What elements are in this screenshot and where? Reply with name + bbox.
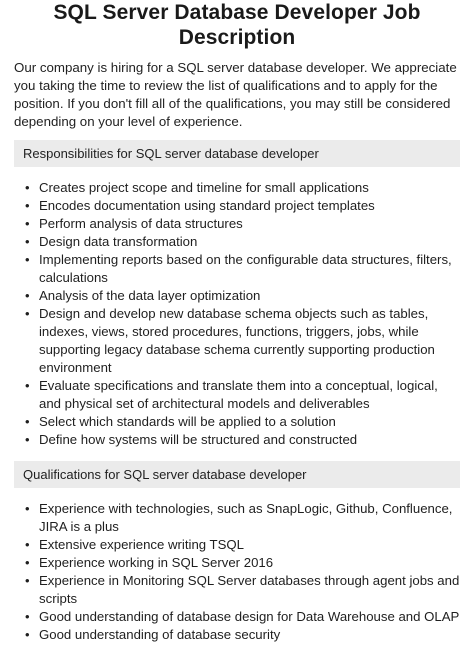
list-item: • Implementing reports based on the configurable data structures, filters, calculations <box>25 252 452 285</box>
bullet-icon: • <box>25 432 30 447</box>
bullet-icon: • <box>25 252 30 267</box>
bullet-icon: • <box>25 198 30 213</box>
bullet-icon: • <box>25 234 30 249</box>
list-item: • Experience in Monitoring SQL Server databases through agent jobs and scripts <box>25 573 460 606</box>
qualifications-list <box>14 500 460 644</box>
bullet-icon: • <box>25 573 30 588</box>
intro-paragraph: Our company is hiring for a SQL server database developer. We appreciate you taking the time to review the list of qualifications and to apply for the position. If you don't fill all of the qualifications, you may still be considered depending on your level of experience. <box>14 60 457 129</box>
bullet-icon: • <box>25 627 30 642</box>
list-item: • Good understanding of database security <box>25 627 281 642</box>
list-item: • Select which standards will be applied to a solution <box>25 414 336 429</box>
responsibilities-heading: Responsibilities for SQL server database developer <box>14 140 460 167</box>
list-item: • Evaluate specifications and translate them into a conceptual, logical, and physical set of architectural models and deliverables <box>25 378 438 411</box>
bullet-icon: • <box>25 414 30 429</box>
list-item: • Encodes documentation using standard project templates <box>25 198 375 213</box>
list-item: • Analysis of the data layer optimization <box>25 288 261 303</box>
bullet-icon: • <box>25 378 30 393</box>
list-item: • Experience working in SQL Server 2016 <box>25 555 274 570</box>
list-item: • Good understanding of database design for Data Warehouse and OLAP <box>25 609 460 624</box>
list-item: • Perform analysis of data structures <box>25 216 243 231</box>
bullet-icon: • <box>25 216 30 231</box>
list-item: • Experience with technologies, such as SnapLogic, Github, Confluence, JIRA is a plus <box>25 501 453 534</box>
responsibilities-list <box>14 179 460 449</box>
bullet-icon: • <box>25 501 30 516</box>
list-item: • Creates project scope and timeline for small applications <box>25 180 369 195</box>
bullet-icon: • <box>25 306 30 321</box>
bullet-icon: • <box>25 555 30 570</box>
list-item: • Define how systems will be structured and constructed <box>25 432 358 447</box>
bullet-icon: • <box>25 288 30 303</box>
list-item: • Extensive experience writing TSQL <box>25 537 244 552</box>
bullet-icon: • <box>25 537 30 552</box>
bullet-icon: • <box>25 609 30 624</box>
bullet-icon: • <box>25 180 30 195</box>
qualifications-heading: Qualifications for SQL server database developer <box>14 461 460 488</box>
list-item: • Design data transformation <box>25 234 198 249</box>
list-item: • Design and develop new database schema objects such as tables, indexes, views, stored procedures, functions, triggers, jobs, while supporting legacy database schema currently supporting production environment <box>25 306 435 375</box>
page-title: SQL Server Database Developer Job Description <box>53 1 421 49</box>
